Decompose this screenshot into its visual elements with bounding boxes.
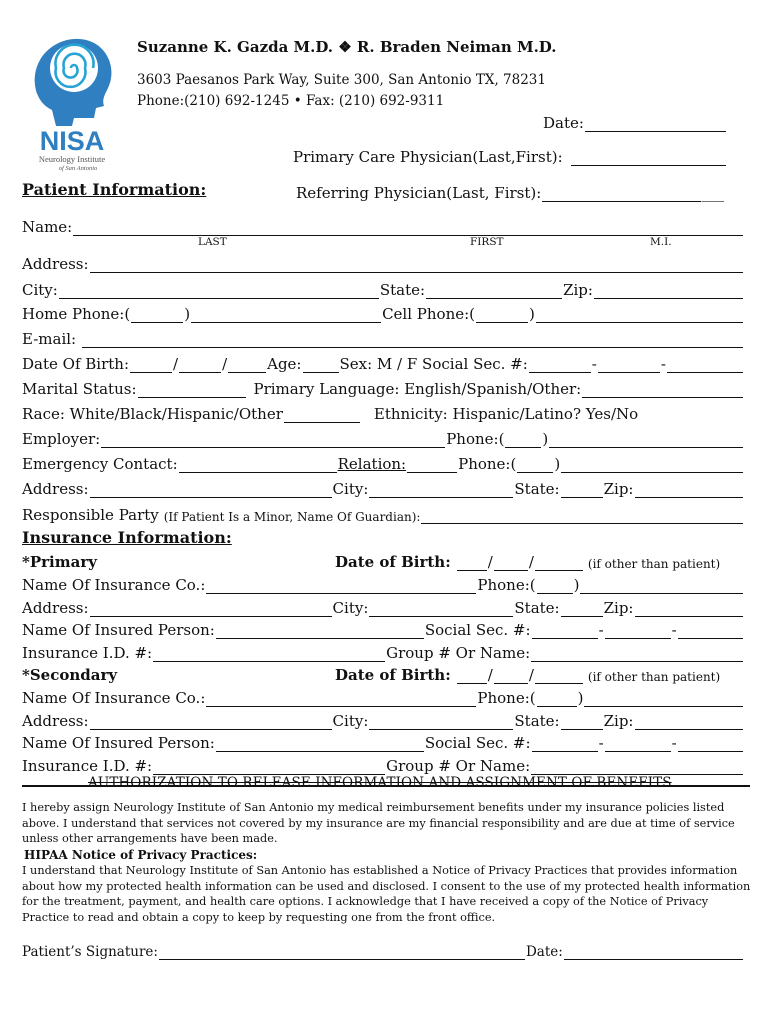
primary-phone-field[interactable] [580, 578, 743, 594]
ssn-dash: - [660, 355, 666, 373]
primary-group-field[interactable] [531, 646, 743, 662]
employer-area-code-field[interactable] [505, 432, 541, 448]
ins-city-label: City: [332, 599, 369, 617]
secondary-address-field[interactable] [90, 714, 332, 730]
zip-label: Zip: [563, 281, 593, 299]
primary-company-row [22, 572, 744, 594]
race-field[interactable] [284, 407, 360, 423]
secondary-company-row [22, 685, 744, 707]
marital-row [22, 376, 744, 398]
secondary-area-code[interactable] [537, 691, 577, 707]
patient-info-heading: Patient Information: [22, 180, 207, 199]
authorization-text: I hereby assign Neurology Institute of San Antonio my medical reimbursement benefits under my insurance policies listed above. I understand that services not covered by my insurance are my financial responsibility and are due at time of service unless other arrangements have been made. [22, 801, 735, 845]
employer-phone-label: Phone:( [446, 430, 505, 448]
secondary-insured-field[interactable] [216, 736, 424, 752]
employer-phone-field[interactable] [549, 432, 743, 448]
company-phone-label: Phone:( [477, 576, 536, 594]
referring-row [296, 180, 724, 202]
ssn-part2-field[interactable] [598, 357, 660, 373]
emergency-zip-field[interactable] [635, 482, 744, 498]
dob-month-field[interactable] [130, 357, 172, 373]
email-field[interactable] [82, 332, 743, 348]
primary-zip-field[interactable] [635, 601, 744, 617]
primary-address-row [22, 595, 744, 617]
ins-ssn-label: Social Sec. #: [424, 621, 531, 639]
employer-label: Employer: [22, 430, 101, 448]
signature-date-field[interactable] [564, 944, 743, 960]
secondary-ssn-part1[interactable] [532, 736, 598, 752]
dob-label: Date Of Birth: [22, 355, 129, 373]
emergency-address-field[interactable] [90, 482, 332, 498]
email-row [22, 326, 744, 348]
primary-insured-field[interactable] [216, 623, 424, 639]
address-row [22, 251, 744, 273]
dob-day-field[interactable] [179, 357, 221, 373]
ins-address-label: Address: [22, 599, 89, 617]
dob-slash: / [528, 553, 534, 571]
emergency-state-label: State: [514, 480, 560, 498]
date-row [543, 110, 727, 132]
referring-field[interactable] [542, 186, 700, 202]
emergency-area-code-field[interactable] [517, 457, 553, 473]
city-label: City: [22, 281, 58, 299]
secondary-id-row [22, 753, 744, 775]
marital-field[interactable] [138, 382, 246, 398]
ins-group-label: Group # Or Name: [386, 757, 531, 775]
primary-city-field[interactable] [369, 601, 513, 617]
primary-ssn-part3[interactable] [678, 623, 743, 639]
insurance-heading: Insurance Information: [22, 528, 232, 547]
primary-dob-year[interactable] [535, 555, 583, 571]
date-label: Date: [543, 114, 584, 132]
secondary-if-other: (if other than patient) [587, 670, 721, 684]
emergency-row [22, 451, 744, 473]
ins-address-label: Address: [22, 712, 89, 730]
ssn-dash: - [591, 355, 597, 373]
marital-label: Marital Status: [22, 380, 137, 398]
ins-group-label: Group # Or Name: [386, 644, 531, 662]
hipaa-text: I understand that Neurology Institute of San Antonio has established a Notice of Privacy Practices that provides information about how my protected health information can be used and disclosed. I consent to the use of my protected health information for the treatment, payment, and health care options. I acknowledge that I have received a copy of the Notice of Privacy Practice to read and obtain a copy to keep by requesting one from the front office. [22, 864, 751, 924]
primary-dob-label: Date of Birth: [335, 553, 451, 571]
insured-label: Name Of Insured Person: [22, 734, 215, 752]
age-field[interactable] [303, 357, 339, 373]
secondary-city-field[interactable] [369, 714, 513, 730]
section-divider [22, 785, 750, 787]
sub-label-last: LAST [198, 236, 227, 248]
primary-ssn-part2[interactable] [605, 623, 671, 639]
phone-row [22, 301, 744, 323]
cell-paren: ) [529, 305, 535, 323]
ins-zip-label: Zip: [603, 712, 634, 730]
primary-row [22, 549, 744, 571]
emergency-zip-label: Zip: [603, 480, 634, 498]
primary-company-field[interactable] [206, 578, 476, 594]
sub-label-mi: M.I. [650, 236, 672, 248]
secondary-dob-month[interactable] [457, 668, 487, 684]
home-area-code-field[interactable] [131, 307, 183, 323]
language-field[interactable] [582, 382, 743, 398]
secondary-dob-day[interactable] [494, 668, 528, 684]
name-label: Name: [22, 218, 73, 236]
secondary-ssn-part2[interactable] [605, 736, 671, 752]
secondary-zip-field[interactable] [635, 714, 744, 730]
primary-if-other: (if other than patient) [587, 557, 721, 571]
address-field[interactable] [90, 257, 743, 273]
company-phone-label: Phone:( [477, 689, 536, 707]
state-field[interactable] [426, 283, 562, 299]
home-phone-label: Home Phone:( [22, 305, 131, 323]
language-label: Primary Language: English/Spanish/Other: [253, 380, 582, 398]
secondary-company-field[interactable] [206, 691, 476, 707]
dob-year-field[interactable] [228, 357, 266, 373]
ethnicity-label: Ethnicity: Hispanic/Latino? Yes/No [373, 405, 639, 423]
emergency-label: Emergency Contact: [22, 455, 178, 473]
city-row [22, 277, 744, 299]
emergency-address-label: Address: [22, 480, 89, 498]
dob-slash: / [487, 666, 493, 684]
responsible-row [22, 502, 744, 524]
emergency-paren: ) [554, 455, 561, 473]
svg-text:NISA: NISA [39, 126, 105, 156]
hipaa-title: HIPAA Notice of Privacy Practices: [24, 848, 258, 862]
company-label: Name Of Insurance Co.: [22, 576, 206, 594]
address-label: Address: [22, 255, 89, 273]
secondary-label: *Secondary [22, 666, 118, 684]
primary-dob-day[interactable] [494, 555, 528, 571]
primary-id-field[interactable] [153, 646, 385, 662]
secondary-dob-label: Date of Birth: [335, 666, 451, 684]
ins-ssn-label: Social Sec. #: [424, 734, 531, 752]
ssn-dash: - [671, 734, 677, 752]
employer-field[interactable] [101, 432, 445, 448]
signature-date-label: Date: [525, 944, 563, 960]
company-paren: ) [577, 689, 584, 707]
signature-field[interactable] [159, 944, 525, 960]
pcp-field[interactable] [571, 150, 726, 166]
company-label: Name Of Insurance Co.: [22, 689, 206, 707]
employer-row [22, 426, 744, 448]
dob-slash: / [487, 553, 493, 571]
dob-slash: / [173, 355, 179, 373]
ins-id-label: Insurance I.D. #: [22, 644, 153, 662]
doctor-names: Suzanne K. Gazda M.D. ❖ R. Braden Neiman M.D. [137, 38, 557, 56]
email-label: E-mail: [22, 330, 77, 348]
ssn-part3-field[interactable] [667, 357, 743, 373]
clinic-phone-fax: Phone:(210) 692-1245 • Fax: (210) 692-9311 [137, 93, 445, 109]
secondary-ssn-part3[interactable] [678, 736, 743, 752]
relation-field[interactable] [407, 457, 457, 473]
home-paren: ) [184, 305, 191, 323]
svg-text:Neurology Institute: Neurology Institute [38, 154, 106, 164]
nisa-logo [22, 22, 122, 172]
ins-zip-label: Zip: [603, 599, 634, 617]
emergency-field[interactable] [179, 457, 337, 473]
primary-label: *Primary [22, 553, 97, 571]
dob-slash: / [222, 355, 228, 373]
secondary-address-row [22, 708, 744, 730]
primary-state-field[interactable] [561, 601, 603, 617]
company-paren: ) [573, 576, 580, 594]
emergency-city-field[interactable] [369, 482, 513, 498]
pcp-row [293, 144, 727, 166]
ins-city-label: City: [332, 712, 369, 730]
sub-label-first: FIRST [470, 236, 504, 248]
ssn-dash: - [598, 734, 604, 752]
secondary-group-field[interactable] [531, 759, 743, 775]
clinic-address: 3603 Paesanos Park Way, Suite 300, San Antonio TX, 78231 [137, 72, 546, 88]
dob-slash: / [528, 666, 534, 684]
secondary-phone-field[interactable] [584, 691, 743, 707]
name-row [22, 214, 744, 236]
head-spiral-icon [22, 22, 122, 172]
secondary-insured-row [22, 730, 744, 752]
secondary-state-field[interactable] [561, 714, 603, 730]
responsible-field[interactable] [421, 508, 743, 524]
primary-id-row [22, 640, 744, 662]
ins-id-label: Insurance I.D. #: [22, 757, 153, 775]
secondary-dob-year[interactable] [535, 668, 583, 684]
sex-ssn-label: Sex: M / F Social Sec. #: [339, 355, 528, 373]
race-row [22, 401, 744, 423]
city-field[interactable] [59, 283, 379, 299]
ins-state-label: State: [514, 712, 560, 730]
primary-insured-row [22, 617, 744, 639]
ssn-part1-field[interactable] [529, 357, 591, 373]
employer-paren: ) [542, 430, 549, 448]
svg-text:of San Antonio: of San Antonio [58, 165, 98, 172]
age-label: Age: [267, 355, 302, 373]
cell-phone-field[interactable] [536, 307, 743, 323]
pcp-label: Primary Care Physician(Last,First): [293, 148, 563, 166]
insured-label: Name Of Insured Person: [22, 621, 215, 639]
responsible-label: Responsible Party [22, 506, 159, 524]
state-label: State: [379, 281, 426, 299]
primary-address-field[interactable] [90, 601, 332, 617]
signature-label: Patient’s Signature: [22, 944, 158, 960]
secondary-id-field[interactable] [153, 759, 385, 775]
ins-state-label: State: [514, 599, 560, 617]
referring-label: Referring Physician(Last, First): [296, 184, 542, 202]
relation-label: Relation: [337, 455, 407, 473]
date-field[interactable] [585, 116, 726, 132]
cell-area-code-field[interactable] [476, 307, 528, 323]
zip-field[interactable] [594, 283, 743, 299]
emergency-phone-label: Phone:( [458, 455, 517, 473]
ssn-dash: - [671, 621, 677, 639]
primary-ssn-part1[interactable] [532, 623, 598, 639]
name-field[interactable] [73, 220, 743, 236]
authorization-title: AUTHORIZATION TO RELEASE INFORMATION AND ASSIGNMENT OF BENEFITS [88, 775, 672, 791]
emergency-city-label: City: [332, 480, 369, 498]
primary-dob-month[interactable] [457, 555, 487, 571]
dob-row [22, 351, 744, 373]
signature-row [22, 938, 744, 960]
responsible-sub-label: (If Patient Is a Minor, Name Of Guardian): [163, 510, 421, 524]
referring-tail: ___ [701, 184, 724, 202]
emergency-address-row [22, 476, 744, 498]
cell-phone-label: Cell Phone:( [382, 305, 476, 323]
ssn-dash: - [598, 621, 604, 639]
emergency-phone-field[interactable] [561, 457, 743, 473]
race-label: Race: White/Black/Hispanic/Other [22, 405, 283, 423]
emergency-state-field[interactable] [561, 482, 603, 498]
primary-area-code[interactable] [537, 578, 573, 594]
home-phone-field[interactable] [191, 307, 381, 323]
secondary-row [22, 662, 744, 684]
